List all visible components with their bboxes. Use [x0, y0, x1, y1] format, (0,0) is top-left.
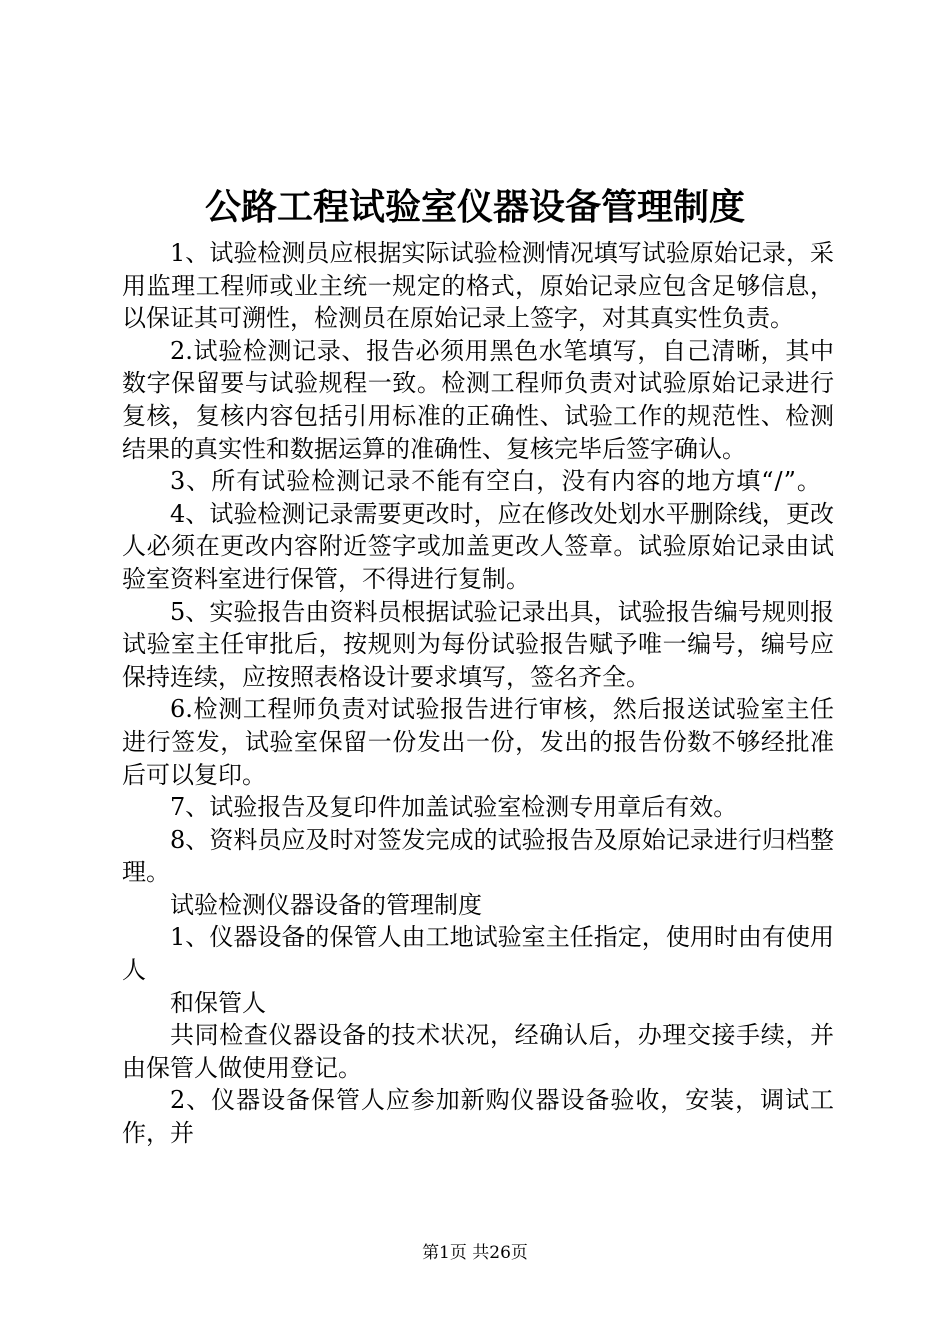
- document-title: 公路工程试验室仪器设备管理制度: [204, 187, 745, 228]
- paragraph: 3、所有试验检测记录不能有空白，没有内容的地方填“/”。: [170, 467, 822, 496]
- paragraph: 5、实验报告由资料员根据试验记录出具，试验报告编号规则报试验室主任审批后，按规则为每份试验报告赋予唯一编号，编号应保持连续，应按照表格设计要求填写，签名齐全。: [122, 597, 834, 691]
- page-number-footer: 第1页 共26页: [422, 1243, 528, 1263]
- section-heading: 试验检测仪器设备的管理制度: [170, 890, 482, 919]
- paragraph: 8、资料员应及时对签发完成的试验报告及原始记录进行归档整理。: [122, 825, 834, 887]
- paragraph: 2.试验检测记录、报告必须用黑色水笔填写，自己清晰，其中数字保留要与试验规程一致。检测工程师负责对试验原始记录进行复核，复核内容包括引用标准的正确性、试验工作的规范性、检测结果的真实性和数据运算的准确性、复核完毕后签字确认。: [122, 336, 834, 463]
- paragraph: 2、仪器设备保管人应参加新购仪器设备验收，安装，调试工作，并: [122, 1086, 834, 1148]
- paragraph: 共同检查仪器设备的技术状况，经确认后，办理交接手续，并由保管人做使用登记。: [122, 1021, 834, 1082]
- document-body: [122, 237, 834, 1150]
- paragraph: 1、仪器设备的保管人由工地试验室主任指定，使用时由有使用人: [122, 923, 834, 985]
- paragraph: 6.检测工程师负责对试验报告进行审核，然后报送试验室主任进行签发，试验室保留一份发出一份，发出的报告份数不够经批准后可以复印。: [122, 695, 834, 789]
- paragraph: 4、试验检测记录需要更改时，应在修改处划水平删除线，更改人必须在更改内容附近签字或加盖更改人签章。试验原始记录由试验室资料室进行保管，不得进行复制。: [122, 499, 834, 593]
- paragraph: 和保管人: [170, 988, 266, 1017]
- paragraph: 1、试验检测员应根据实际试验检测情况填写试验原始记录，采用监理工程师或业主统一规定的格式，原始记录应包含足够信息，以保证其可溯性，检测员在原始记录上签字，对其真实性负责。: [122, 239, 834, 333]
- paragraph: 7、试验报告及复印件加盖试验室检测专用章后有效。: [170, 793, 738, 822]
